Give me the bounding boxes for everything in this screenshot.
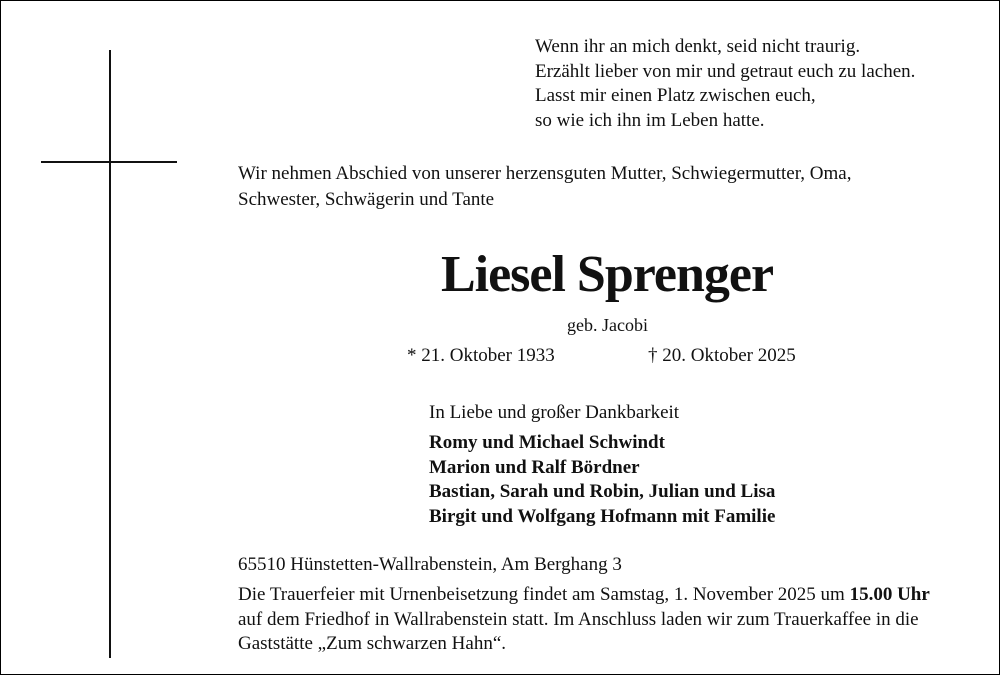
deceased-name: Liesel Sprenger — [440, 246, 774, 303]
intro-line: Schwester, Schwägerin und Tante — [238, 189, 495, 210]
family-address: 65510 Hünstetten-Wallrabenstein, Am Berghang 3 — [238, 554, 622, 575]
mourner-name: Marion und Ralf Bördner — [429, 456, 640, 478]
mourners-intro: In Liebe und großer Dankbarkeit — [429, 402, 680, 423]
ceremony-line: Gaststätte „Zum schwarzen Hahn“. — [238, 633, 507, 654]
mourner-name: Bastian, Sarah und Robin, Julian und Lisa — [429, 481, 776, 502]
ceremony-line: auf dem Friedhof in Wallrabenstein statt. Im Anschluss laden wir zum Trauerkaffee in die — [238, 608, 919, 630]
mourners-list — [429, 431, 775, 529]
poem-line: Lasst mir einen Platz zwischen euch, — [535, 85, 816, 106]
poem-line: so wie ich ihn im Leben hatte. — [535, 109, 765, 131]
ceremony-details — [238, 583, 930, 657]
mourner-name: Birgit und Wolfgang Hofmann mit Familie — [429, 505, 776, 527]
poem-line: Erzählt lieber von mir und getraut euch zu lachen. — [535, 60, 916, 82]
ceremony-time: 15.00 Uhr — [849, 584, 930, 605]
farewell-intro — [238, 161, 851, 213]
intro-line: Wir nehmen Abschied von unserer herzensguten Mutter, Schwiegermutter, Oma, — [238, 163, 852, 184]
cross-horizontal-bar — [41, 161, 177, 163]
poem-line: Wenn ihr an mich denkt, seid nicht traurig. — [535, 36, 861, 57]
mourner-name: Romy und Michael Schwindt — [429, 432, 665, 453]
poem — [535, 35, 915, 133]
birth-date: * 21. Oktober 1933 — [407, 345, 555, 366]
ceremony-line — [238, 583, 930, 608]
cross-vertical-bar — [109, 50, 111, 658]
maiden-name: geb. Jacobi — [567, 315, 648, 335]
ceremony-line-text: Die Trauerfeier mit Urnenbeisetzung findet am Samstag, 1. November 2025 um — [238, 584, 850, 605]
death-date: † 20. Oktober 2025 — [648, 345, 796, 366]
